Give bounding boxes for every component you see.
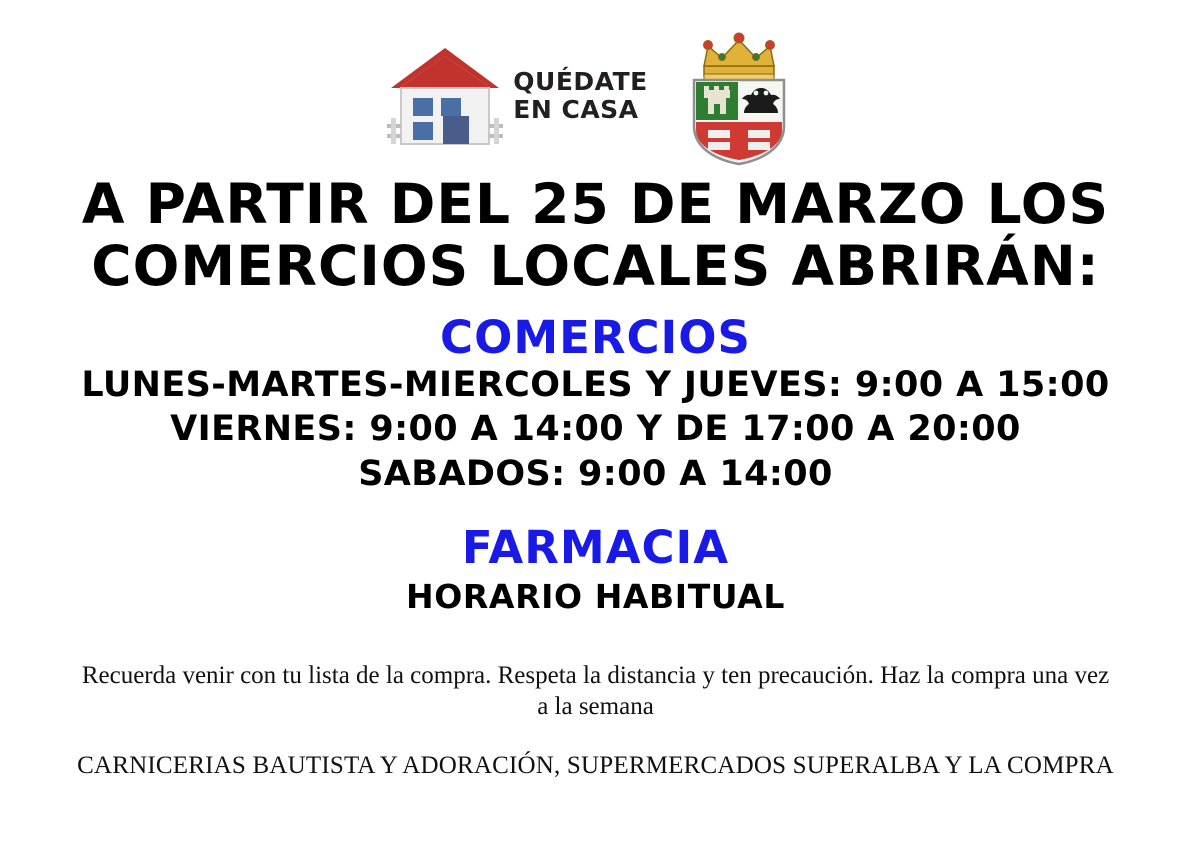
- stay-home-line-1: QUÉDATE: [513, 67, 648, 96]
- house-icon: [387, 42, 503, 150]
- page-title: [56, 174, 1136, 297]
- stay-home-logo: [387, 42, 647, 150]
- section-title-comercios: COMERCIOS: [440, 311, 751, 365]
- headline-line-2: COMERCIOS LOCALES ABRIRÁN:: [91, 233, 1100, 298]
- coat-of-arms-icon: [674, 26, 804, 166]
- section-title-farmacia: FARMACIA: [461, 521, 730, 575]
- stay-home-line-2: EN CASA: [513, 95, 639, 124]
- comercios-schedule: [81, 363, 1109, 497]
- schedule-line: VIERNES: 9:00 A 14:00 Y DE 17:00 A 20:00: [170, 409, 1021, 450]
- stay-home-text: [513, 68, 647, 124]
- participating-stores: CARNICERIAS BAUTISTA Y ADORACIÓN, SUPERMERCADOS SUPERALBA Y LA COMPRA: [77, 752, 1114, 780]
- schedule-line: LUNES-MARTES-MIERCOLES Y JUEVES: 9:00 A 15:00: [81, 364, 1110, 405]
- farmacia-schedule: HORARIO HABITUAL: [406, 576, 785, 616]
- reminder-note: Recuerda venir con tu lista de la compra. Respeta la distancia y ten precaución. Haz la compra una vez a la semana: [81, 661, 1110, 720]
- schedule-line: SABADOS: 9:00 A 14:00: [358, 454, 833, 495]
- logo-row: [387, 26, 803, 166]
- headline-line-1: A PARTIR DEL 25 DE MARZO LOS: [81, 172, 1110, 236]
